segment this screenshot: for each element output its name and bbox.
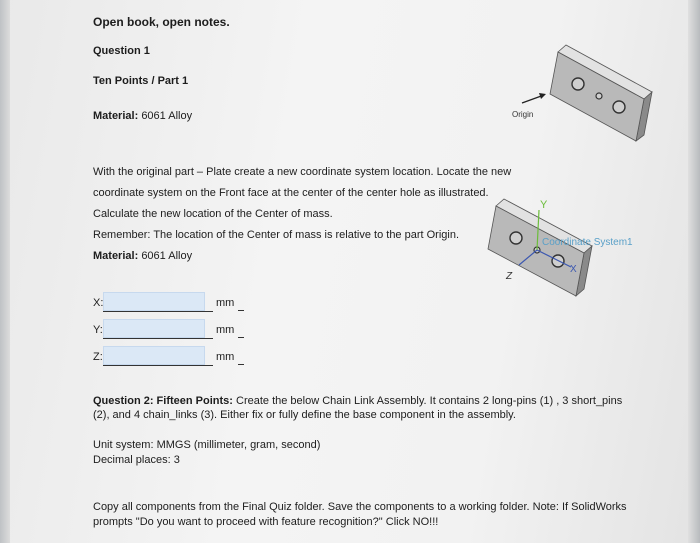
- plate-figure-2: [488, 190, 693, 300]
- z-label: Z:: [93, 351, 103, 363]
- x-answer-field[interactable]: [103, 292, 205, 311]
- y-unit: mm: [216, 324, 235, 336]
- plate-figure-1: [500, 40, 660, 145]
- x-underline: [103, 311, 213, 312]
- remember-text: Remember: The location of the Center of mass is relative to the part Origin.: [93, 229, 460, 241]
- axis-z-label: Z: [506, 271, 513, 282]
- coordinate-system-label: Coordinate System1: [542, 237, 633, 248]
- origin-label: Origin: [512, 110, 534, 119]
- material-line: [93, 110, 192, 122]
- plate-hole-center: [596, 93, 602, 99]
- plate2-hole-left: [510, 232, 522, 244]
- plate-hole-left: [572, 78, 584, 90]
- y-label: Y:: [93, 324, 103, 336]
- question1-title: Question 1: [93, 45, 150, 57]
- material-label-2: Material:: [93, 250, 139, 262]
- z-underline: [103, 365, 213, 366]
- question2-heading: Question 2: Fifteen Points:: [93, 395, 233, 407]
- page-edge-left: [0, 0, 10, 543]
- material-value-2: 6061 Alloy: [141, 250, 193, 262]
- material-line-2: [93, 250, 192, 262]
- x-unit-dash: [238, 310, 244, 311]
- points-part: Ten Points / Part 1: [93, 75, 189, 87]
- axis-x-label: X: [570, 264, 577, 275]
- material-label: Material:: [93, 110, 139, 122]
- units-block: [93, 438, 320, 468]
- axis-y-label: Y: [540, 199, 548, 211]
- y-underline: [103, 338, 213, 339]
- z-unit-dash: [238, 364, 244, 365]
- question2-block: [93, 394, 633, 422]
- origin-arrowhead-icon: [539, 93, 546, 99]
- plate-hole-right: [613, 101, 625, 113]
- x-label: X:: [93, 297, 104, 309]
- instructions-block: [93, 162, 513, 267]
- copy-instructions: Copy all components from the Final Quiz folder. Save the components to a working folder. Note: If SolidWorks prompts "Do you want to proceed with feature recognition?" Click NO!!!: [93, 501, 627, 528]
- y-unit-dash: [238, 337, 244, 338]
- z-unit: mm: [216, 351, 235, 363]
- z-answer-field[interactable]: [103, 346, 205, 365]
- unit-system: Unit system: MMGS (millimeter, gram, second): [93, 439, 321, 451]
- y-answer-field[interactable]: [103, 319, 205, 338]
- x-unit: mm: [216, 297, 235, 309]
- question2-text: Create the below Chain Link Assembly. It contains 2 long-pins (1) , 3 short_pins (2), and 4 chain_links (3). Either fix or fully define the base component in the assembly.: [93, 395, 623, 421]
- instructions-text: With the original part – Plate create a new coordinate system location. Locate the new coordinate system on the Front face at the center of the center hole as illustrated. Calculate the new location of the Center of mass.: [93, 166, 512, 220]
- material-value: 6061 Alloy: [141, 110, 193, 122]
- decimal-places: Decimal places: 3: [93, 454, 180, 466]
- open-book-note: Open book, open notes.: [93, 15, 230, 29]
